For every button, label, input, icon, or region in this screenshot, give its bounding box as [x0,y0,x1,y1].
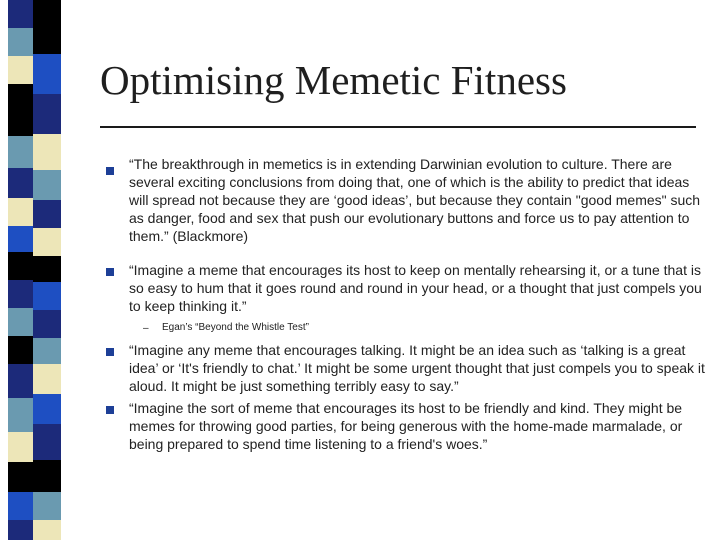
sidebar-block [33,228,61,256]
sidebar-block [8,432,36,462]
bullet-text: “The breakthrough in memetics is in extending Darwinian evolution to culture. There are several exciting conclusions from doing that, one of which is the ability to predict that ideas will spread not because they are ‘good ideas’, but because they contain "good memes" such as danger, food and sex that push our evolutionary buttons and force us to pay attention to them.” (Blackmore) [129,156,701,244]
bullet-icon [106,348,114,356]
sidebar-block [8,198,36,226]
sidebar-block [8,168,36,198]
sidebar-block [8,84,36,136]
sidebar-block [8,364,36,398]
sidebar-block [33,282,61,310]
sidebar-block [33,0,61,54]
bullet-icon [106,268,114,276]
bullet-icon [106,406,114,414]
sidebar-block [8,226,36,252]
sidebar-block [8,252,36,280]
sidebar-block [33,424,61,460]
sidebar-block [8,398,36,432]
decorative-sidebar [0,0,61,540]
sidebar-block [33,338,61,364]
bullet-text: “Imagine a meme that encourages its host to keep on mentally rehearsing it, or a tune that is so easy to hum that it goes round and round in your head, or a thought that just compels you to keep thinking it.” [129,262,702,314]
sidebar-block [8,520,36,540]
sidebar-block [33,520,61,540]
sidebar-block [8,462,36,492]
sub-bullet-dash: – [143,323,149,334]
title-divider [100,126,696,128]
sidebar-block [33,54,61,94]
slide-title: Optimising Memetic Fitness [100,57,567,103]
sidebar-block [8,28,36,56]
sidebar-block [8,56,36,84]
sidebar-block [33,460,61,492]
bullet-icon [106,167,114,175]
sidebar-block [8,280,36,308]
sub-citation: Egan’s “Beyond the Whistle Test” [162,322,309,333]
sidebar-block [33,94,61,134]
sidebar-block [33,364,61,394]
sidebar-block [33,170,61,200]
sidebar-block [8,492,36,520]
sidebar-block [8,0,36,28]
sidebar-block [33,200,61,228]
sidebar-block [8,136,36,168]
sidebar-block [8,336,36,364]
sidebar-block [33,256,61,282]
sidebar-block [33,310,61,338]
bullet-text: “Imagine the sort of meme that encourages its host to be friendly and kind. They might be memes for throwing good parties, for being generous with the home-made marmalade, or being prepared to spend time listening to a friend's woes.” [129,400,683,452]
sidebar-block [33,394,61,424]
bullet-text: “Imagine any meme that encourages talking. It might be an idea such as ‘talking is a great idea’ or ‘It's friendly to chat.’ It might be some urgent thought that just compels you to speak it aloud. It might be just something terribly easy to say.” [129,342,705,394]
sidebar-block [33,134,61,170]
sidebar-block [33,492,61,520]
sidebar-block [8,308,36,336]
